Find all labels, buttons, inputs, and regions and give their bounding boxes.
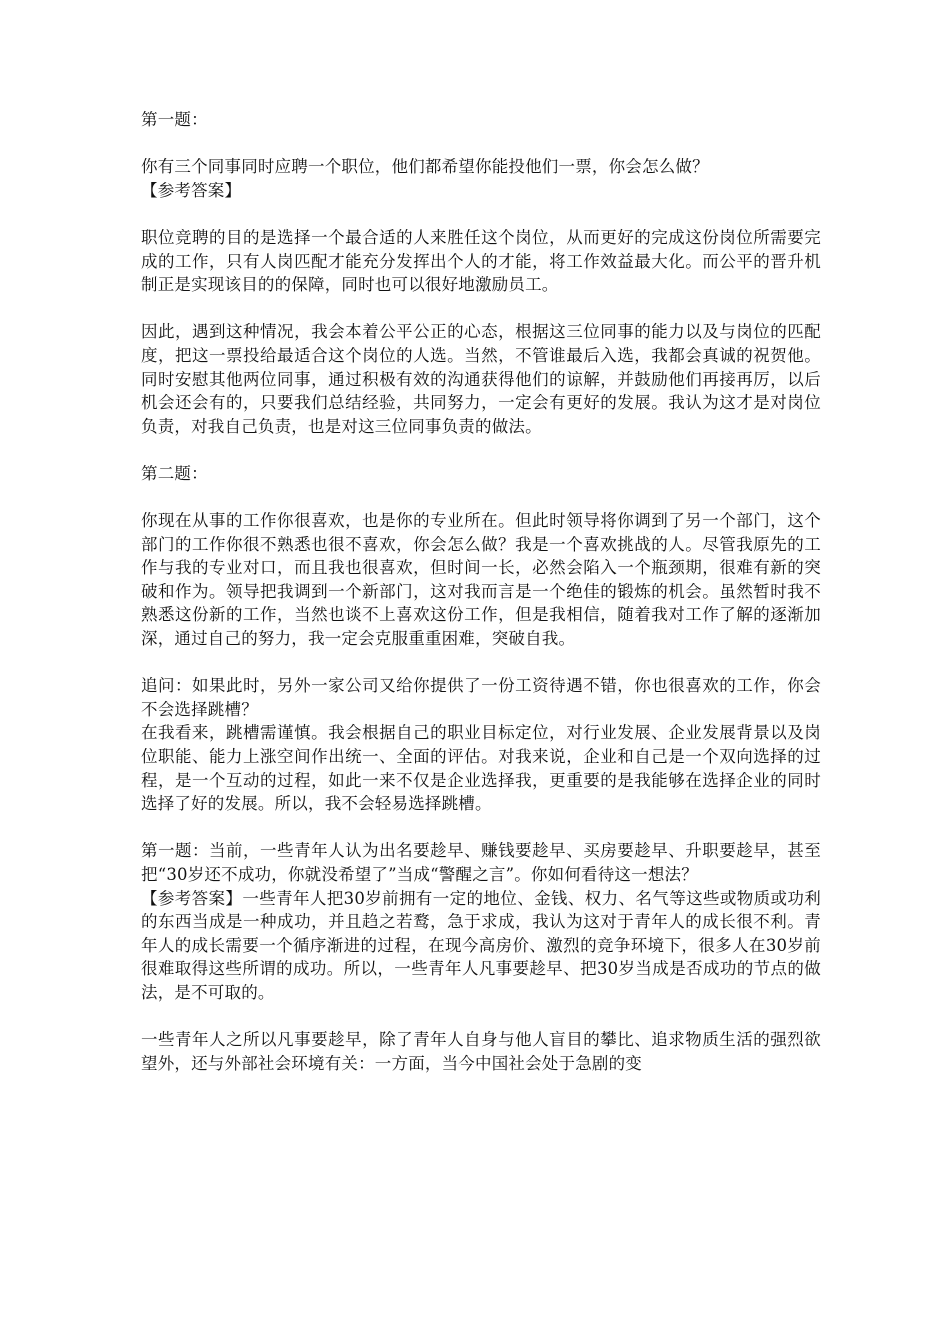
blank-line — [141, 651, 821, 675]
question-1-text: 你有三个同事同时应聘一个职位，他们都希望你能投他们一票，你会怎么做？ — [141, 157, 709, 177]
answer-1-paragraph-2: 因此，遇到这种情况，我会本着公平公正的心态，根据这三位同事的能力以及与岗位的匹配度，把这一票投给最适合这个岗位的人选。当然，不管谁最后入选，我都会真诚的祝贺他。同时安慰其他两位同事，通过积极有效的沟通获得他们的谅解，并鼓励他们再接再厉，以后机会还会有的，只要我们总结经验，共同努力，一定会有更好的发展。我认为这才是对岗位负责，对我自己负责，也是对这三位同事负责的做法。 — [141, 322, 821, 436]
question-2-paragraph: 你现在从事的工作你很喜欢，也是你的专业所在。但此时领导将你调到了另一个部门，这个部门的工作你很不熟悉也很不喜欢，你会怎么做？我是一个喜欢挑战的人。尽管我原先的工作与我的专业对口，而且我也很喜欢，但时间一长，必然会陷入一个瓶颈期，很难有新的突破和作为。领导把我调到一个新部门，这对我而言是一个绝佳的锻炼的机会。虽然暂时我不熟悉这份新的工作，当然也谈不上喜欢这份工作，但是我相信，随着我对工作了解的逐渐加深，通过自己的努力，我一定会克服重重困难，突破自我。 — [141, 511, 821, 649]
follow-up-answer: 在我看来，跳槽需谨慎。我会根据自己的职业目标定位，对行业发展、企业发展背景以及岗位职能、能力上涨空间作出统一、全面的评估。对我来说，企业和自己是一个双向选择的过程，是一个互动的过程，如此一来不仅是企业选择我，更重要的是我能够在选择企业的同时选择了好的发展。所以，我不会轻易选择跳槽。 — [141, 723, 821, 814]
reference-answer-label: 【参考答案】 — [141, 180, 242, 200]
document-body — [141, 108, 821, 1075]
blank-line — [141, 1005, 821, 1029]
answer-1-paragraph-1: 职位竞聘的目的是选择一个最合适的人来胜任这个岗位，从而更好的完成这份岗位所需要完成的工作，只有人岗匹配才能充分发挥出个人的才能，将工作效益最大化。而公平的晋升机制正是实现该目的的保障，同时也可以很好地激励员工。 — [141, 227, 821, 295]
blank-line — [141, 132, 821, 156]
blank-line — [141, 438, 821, 462]
blank-line — [141, 816, 821, 840]
blank-line — [141, 486, 821, 510]
blank-line — [141, 297, 821, 321]
answer-3-paragraph-1: 【参考答案】一些青年人把30岁前拥有一定的地位、金钱、权力、名气等这些或物质或功利的东西当成是一种成功，并且趋之若鹜，急于求成，我认为这对于青年人的成长很不利。青年人的成长需要一个循序渐进的过程，在现今高房价、激烈的竞争环境下，很多人在30岁前很难取得这些所谓的成功。所以，一些青年人凡事要趁早、把30岁当成是否成功的节点的做法，是不可取的。 — [141, 888, 821, 1002]
blank-line — [141, 202, 821, 226]
question-3-text: 第一题：当前，一些青年人认为出名要趁早、赚钱要趁早、买房要趁早、升职要趁早，甚至把“30岁还不成功，你就没希望了”当成“警醒之言”。你如何看待这一想法？ — [141, 841, 821, 884]
heading-question-2: 第二题： — [141, 463, 208, 483]
answer-3-paragraph-2: 一些青年人之所以凡事要趁早，除了青年人自身与他人盲目的攀比、追求物质生活的强烈欲望外，还与外部社会环境有关：一方面，当今中国社会处于急剧的变 — [141, 1030, 821, 1073]
heading-question-1: 第一题： — [141, 110, 208, 129]
follow-up-question: 追问：如果此时，另外一家公司又给你提供了一份工资待遇不错，你也很喜欢的工作，你会不会选择跳槽？ — [141, 676, 821, 719]
